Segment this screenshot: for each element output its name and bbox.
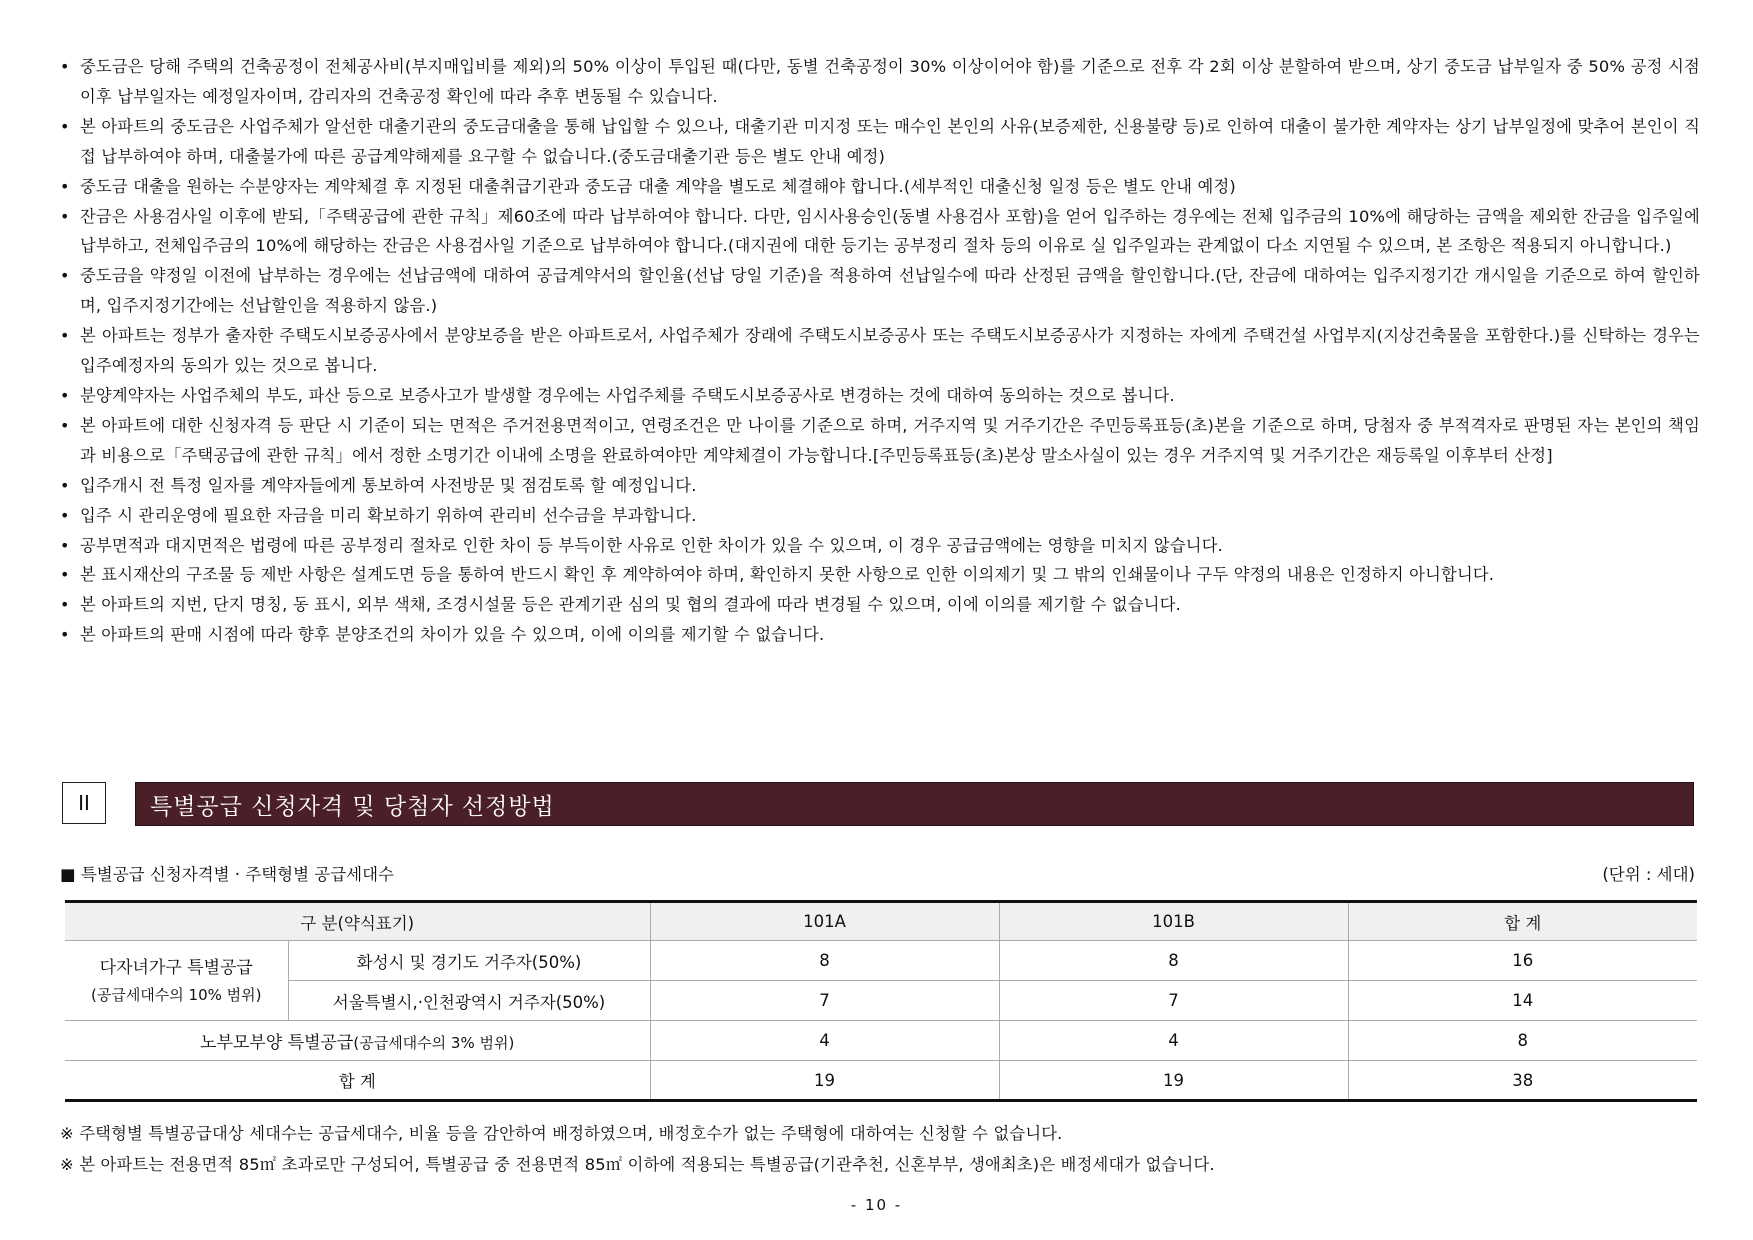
cell-101a: 7 xyxy=(650,981,999,1021)
row-label-elderly xyxy=(65,1021,650,1061)
cell-total: 8 xyxy=(1348,1021,1697,1061)
group-label-multichild xyxy=(65,941,288,1021)
header-category: 구 분(약식표기) xyxy=(65,902,650,941)
cell-total: 14 xyxy=(1348,981,1697,1021)
bullet-item: • 중도금은 당해 주택의 건축공정이 전체공사비(부지매입비를 제외)의 50% 이상이 투입된 때(다만, 동별 건축공정이 30% 이상이어야 함)를 기준으로 전후 각 2회 이상 분할하여 받으며, 상기 중도금 납부일자 중 50% 공정 시점 이후 납부일자는 예정일자이며, 감리자의 건축공정 확인에 따라 추후 변동될 수 있습니다. xyxy=(60,52,1700,112)
table-total-row xyxy=(65,1061,1697,1101)
cell-101a: 19 xyxy=(650,1061,999,1101)
header-101b: 101B xyxy=(999,902,1348,941)
cell-101b: 19 xyxy=(999,1061,1348,1101)
section-title: 특별공급 신청자격 및 당첨자 선정방법 xyxy=(135,782,1694,826)
bullet-item: • 중도금 대출을 원하는 수분양자는 계약체결 후 지정된 대출취급기관과 중도금 대출 계약을 별도로 체결해야 합니다.(세부적인 대출신청 일정 등은 별도 안내 예정) xyxy=(60,172,1700,202)
unit-label: (단위 : 세대) xyxy=(1602,865,1695,884)
bullet-item: • 잔금은 사용검사일 이후에 받되,「주택공급에 관한 규칙」제60조에 따라 납부하여야 합니다. 다만, 임시사용승인(동별 사용검사 포함)을 얻어 입주하는 경우에는 전체 입주금의 10%에 해당하는 금액을 제외한 잔금을 입주일에 납부하고, 전체입주금의 10%에 해당하는 잔금은 사용검사일 기준으로 납부하여야 합니다.(대지권에 대한 등기는 공부정리 절차 등의 이유로 실 입주일과는 관계없이 다소 지연될 수 있으며, 본 조항은 적용되지 아니합니다.) xyxy=(60,202,1700,262)
bullet-item: • 본 표시재산의 구조물 등 제반 사항은 설계도면 등을 통하여 반드시 확인 후 계약하여야 하며, 확인하지 못한 사항으로 인한 이의제기 및 그 밖의 인쇄물이나 구두 약정의 내용은 인정하지 아니합니다. xyxy=(60,560,1700,590)
bullet-item: • 본 아파트의 지번, 단지 명칭, 동 표시, 외부 색채, 조경시설물 등은 관계기관 심의 및 협의 결과에 따라 변경될 수 있으며, 이에 이의를 제기할 수 없습니다. xyxy=(60,590,1700,620)
row-label-sub: (공급세대수의 3% 범위) xyxy=(353,1034,515,1052)
bullet-item: • 본 아파트의 중도금은 사업주체가 알선한 대출기관의 중도금대출을 통해 납입할 수 있으나, 대출기관 미지정 또는 매수인 본인의 사유(보증제한, 신용불량 등)로 인하여 대출이 불가한 계약자는 상기 납부일정에 맞추어 본인이 직접 납부하여야 하며, 대출불가에 따른 공급계약해제를 요구할 수 없습니다.(중도금대출기관 등은 별도 안내 예정) xyxy=(60,112,1700,172)
total-label: 합 계 xyxy=(65,1061,650,1101)
table-row xyxy=(65,1021,1697,1061)
bullet-item: • 분양계약자는 사업주체의 부도, 파산 등으로 보증사고가 발생할 경우에는 사업주체를 주택도시보증공사로 변경하는 것에 대하여 동의하는 것으로 봅니다. xyxy=(60,381,1700,411)
table-row xyxy=(65,981,1697,1021)
page-number: - 10 - xyxy=(850,1196,903,1214)
cell-101a: 4 xyxy=(650,1021,999,1061)
footnote: ※ 주택형별 특별공급대상 세대수는 공급세대수, 비율 등을 감안하여 배정하였으며, 배정호수가 없는 주택형에 대하여는 신청할 수 없습니다. xyxy=(60,1124,1063,1143)
group-label-main: 다자녀가구 특별공급 xyxy=(99,957,253,978)
group-label-sub: (공급세대수의 10% 범위) xyxy=(90,985,262,1004)
bullet-item: • 입주 시 관리운영에 필요한 자금을 미리 확보하기 위하여 관리비 선수금을 부과합니다. xyxy=(60,501,1700,531)
cell-101a: 8 xyxy=(650,941,999,981)
supply-table xyxy=(65,900,1697,1102)
header-total: 합 계 xyxy=(1348,902,1697,941)
section-header xyxy=(62,782,1694,826)
cell-101b: 7 xyxy=(999,981,1348,1021)
cell-101b: 4 xyxy=(999,1021,1348,1061)
notice-bullet-list xyxy=(60,52,1700,650)
bullet-item: • 입주개시 전 특정 일자를 계약자들에게 통보하여 사전방문 및 점검토록 할 예정입니다. xyxy=(60,471,1700,501)
footnote: ※ 본 아파트는 전용면적 85㎡ 초과로만 구성되어, 특별공급 중 전용면적 85㎡ 이하에 적용되는 특별공급(기관추천, 신혼부부, 생애최초)은 배정세대가 없습니다. xyxy=(60,1155,1215,1174)
table-header-row xyxy=(65,902,1697,941)
cell-total: 16 xyxy=(1348,941,1697,981)
table-title: ■ 특별공급 신청자격별 · 주택형별 공급세대수 xyxy=(60,865,394,884)
section-number: II xyxy=(62,782,106,824)
bullet-item: • 본 아파트의 판매 시점에 따라 향후 분양조건의 차이가 있을 수 있으며, 이에 이의를 제기할 수 없습니다. xyxy=(60,620,1700,650)
table-row xyxy=(65,941,1697,981)
bullet-item: • 본 아파트에 대한 신청자격 등 판단 시 기준이 되는 면적은 주거전용면적이고, 연령조건은 만 나이를 기준으로 하며, 거주지역 및 거주기간은 주민등록표등(초)본을 기준으로 하며, 당첨자 중 부적격자로 판명된 자는 본인의 책임과 비용으로「주택공급에 관한 규칙」에서 정한 소명기간 이내에 소명을 완료하여야만 계약체결이 가능합니다.[주민등록표등(초)본상 말소사실이 있는 경우 거주지역 및 거주기간은 재등록일 이후부터 산정] xyxy=(60,411,1700,471)
row-label-main: 노부모부양 특별공급 xyxy=(200,1033,354,1053)
cell-total: 38 xyxy=(1348,1061,1697,1101)
cell-101b: 8 xyxy=(999,941,1348,981)
row-label: 서울특별시,·인천광역시 거주자(50%) xyxy=(288,981,650,1021)
row-label: 화성시 및 경기도 거주자(50%) xyxy=(288,941,650,981)
bullet-item: • 본 아파트는 정부가 출자한 주택도시보증공사에서 분양보증을 받은 아파트로서, 사업주체가 장래에 주택도시보증공사 또는 주택도시보증공사가 지정하는 자에게 주택건설 사업부지(지상건축물을 포함한다.)를 신탁하는 경우는 입주예정자의 동의가 있는 것으로 봅니다. xyxy=(60,321,1700,381)
bullet-item: • 중도금을 약정일 이전에 납부하는 경우에는 선납금액에 대하여 공급계약서의 할인율(선납 당일 기준)을 적용하여 선납일수에 따라 산정된 금액을 할인합니다.(단, 잔금에 대하여는 입주지정기간 개시일을 기준으로 하여 할인하며, 입주지정기간에는 선납할인을 적용하지 않음.) xyxy=(60,261,1700,321)
header-101a: 101A xyxy=(650,902,999,941)
bullet-item: • 공부면적과 대지면적은 법령에 따른 공부정리 절차로 인한 차이 등 부득이한 사유로 인한 차이가 있을 수 있으며, 이 경우 공급금액에는 영향을 미치지 않습니다. xyxy=(60,531,1700,561)
